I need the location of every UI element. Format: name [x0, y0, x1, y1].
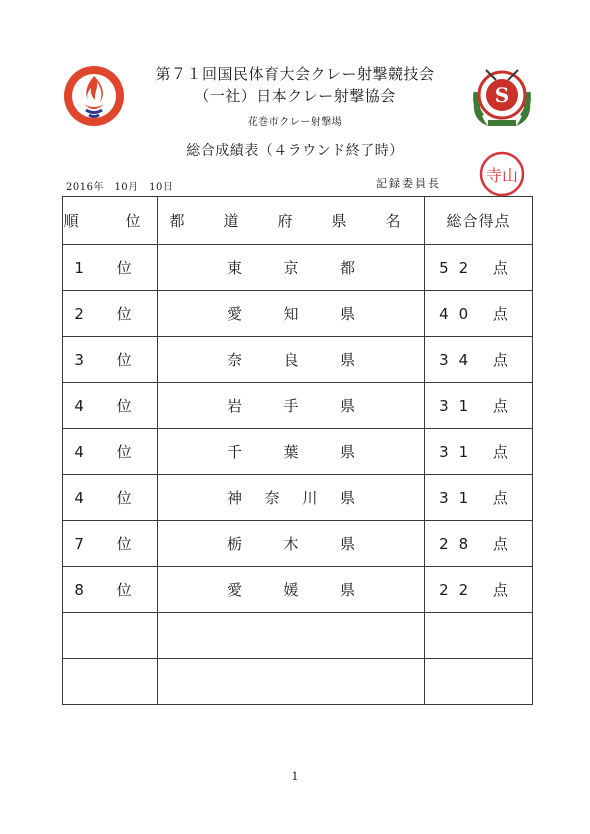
seal-stamp-icon — [478, 150, 526, 198]
score-cell: 34 点 — [425, 337, 533, 383]
table-row-empty — [63, 659, 533, 705]
event-title: 第７１回国民体育大会クレー射撃競技会 — [155, 65, 435, 83]
prefecture-cell: 奈良県 — [158, 337, 425, 383]
score-cell: 31 点 — [425, 383, 533, 429]
column-header-score: 総合得点 — [425, 197, 533, 245]
prefecture-cell: 東京都 — [158, 245, 425, 291]
column-header-prefecture: 都 道 府 県 名 — [158, 197, 425, 245]
rank-cell: 3 位 — [63, 337, 158, 383]
rank-cell: 7 位 — [63, 521, 158, 567]
document-date: 2016年 10月 10日 — [66, 182, 174, 193]
score-cell: 52 点 — [425, 245, 533, 291]
venue-name: 花巻市クレー射撃場 — [247, 117, 343, 128]
prefecture-cell — [158, 613, 425, 659]
score-cell: 28 点 — [425, 521, 533, 567]
score-cell — [425, 613, 533, 659]
table-row — [63, 245, 533, 291]
score-cell: 22 点 — [425, 567, 533, 613]
page-number: 1 — [291, 770, 299, 783]
table-row — [63, 429, 533, 475]
table-row — [63, 475, 533, 521]
rank-cell — [63, 659, 158, 705]
score-cell: 40 点 — [425, 291, 533, 337]
prefecture-cell: 岩手県 — [158, 383, 425, 429]
results-table — [62, 196, 533, 705]
prefecture-cell: 愛媛県 — [158, 567, 425, 613]
prefecture-cell: 千葉県 — [158, 429, 425, 475]
rank-cell: 4 位 — [63, 475, 158, 521]
rank-cell: 4 位 — [63, 383, 158, 429]
rank-cell: 2 位 — [63, 291, 158, 337]
table-row — [63, 291, 533, 337]
results-title: 総合成績表（４ラウンド終了時） — [186, 143, 404, 159]
table-header-row — [63, 197, 533, 245]
prefecture-cell: 栃木県 — [158, 521, 425, 567]
rank-cell — [63, 613, 158, 659]
committee-chair-label: 記録委員長 — [376, 177, 441, 190]
rank-cell: 8 位 — [63, 567, 158, 613]
svg-text:S: S — [494, 83, 510, 107]
score-cell — [425, 659, 533, 705]
score-cell: 31 点 — [425, 429, 533, 475]
table-row — [63, 383, 533, 429]
rank-cell: 1 位 — [63, 245, 158, 291]
table-row — [63, 521, 533, 567]
prefecture-cell — [158, 659, 425, 705]
prefecture-cell: 愛知県 — [158, 291, 425, 337]
table-row — [63, 337, 533, 383]
svg-text:寺山: 寺山 — [485, 166, 519, 185]
column-header-rank: 順 位 — [63, 197, 158, 245]
organization-name: （一社）日本クレー射撃協会 — [194, 87, 396, 105]
prefecture-cell: 神奈川県 — [158, 475, 425, 521]
rank-cell: 4 位 — [63, 429, 158, 475]
table-row-empty — [63, 613, 533, 659]
table-row — [63, 567, 533, 613]
score-cell: 31 点 — [425, 475, 533, 521]
